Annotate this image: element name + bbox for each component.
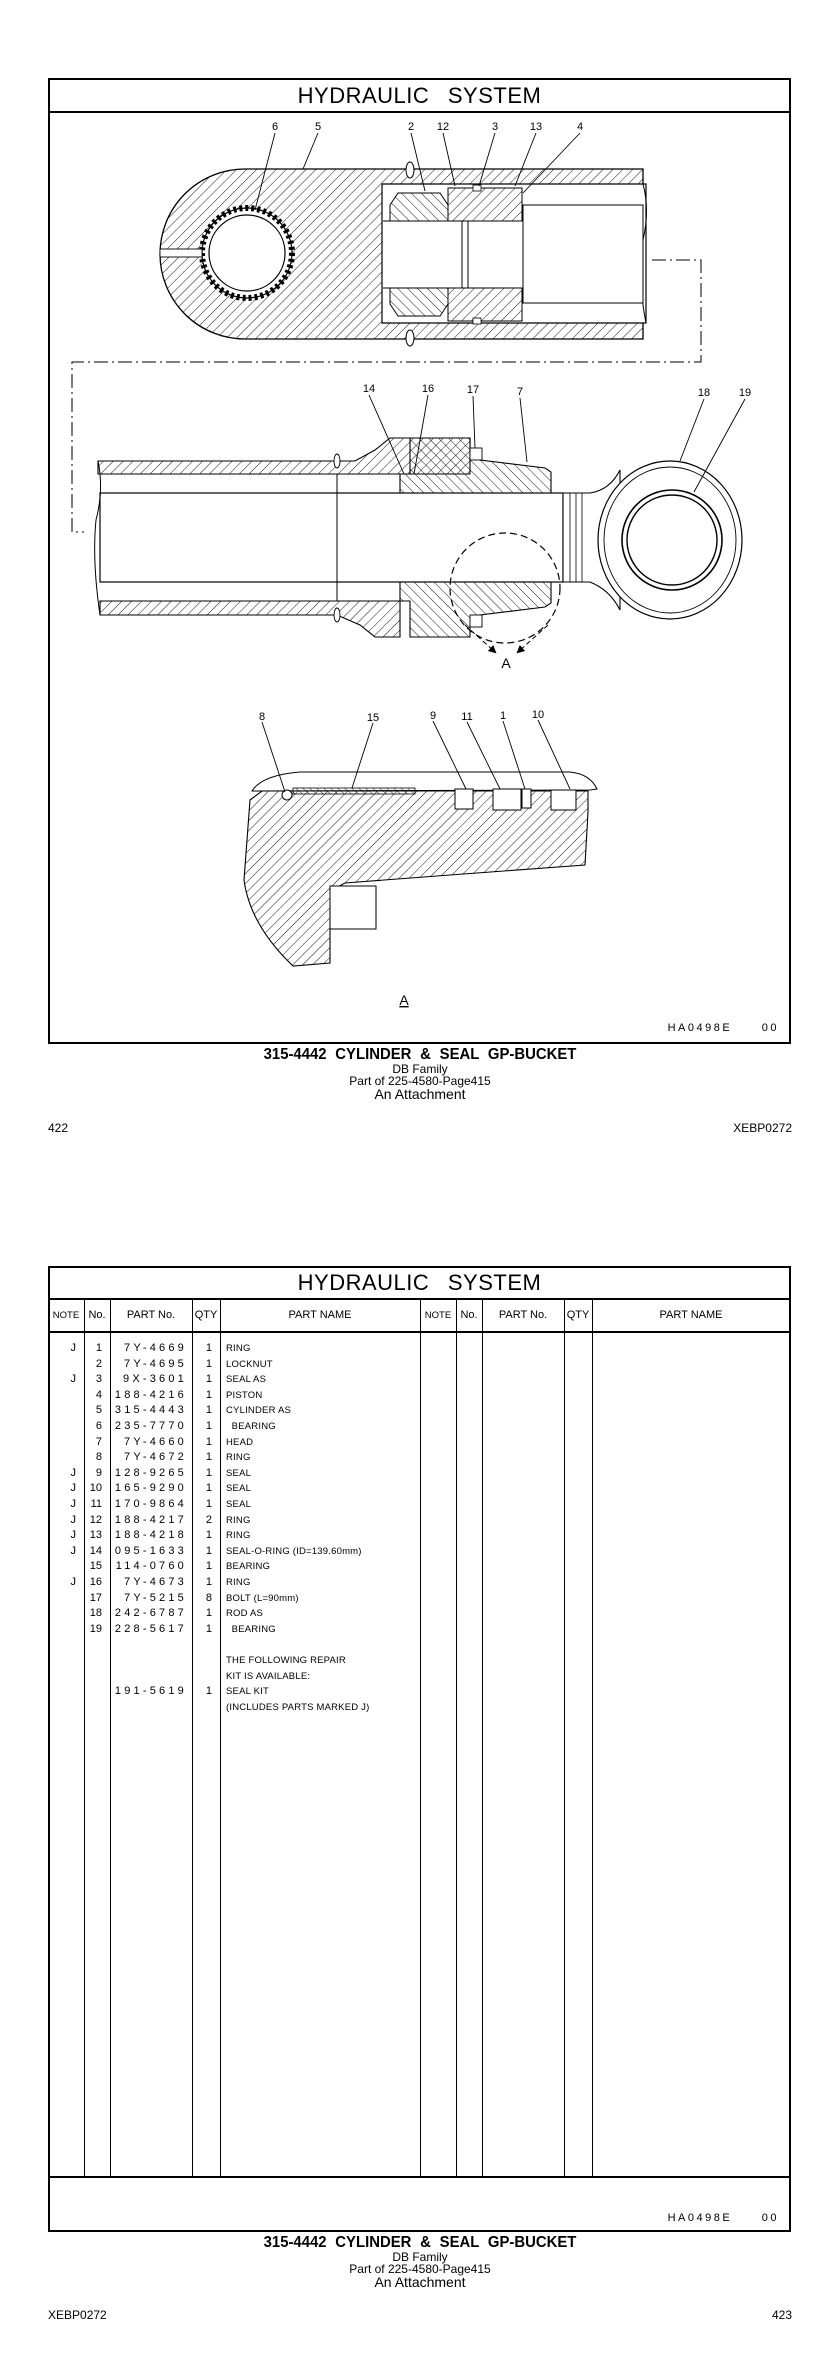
cell-qty: 1: [205, 1435, 212, 1448]
parts-table: [50, 1300, 789, 2177]
tube-lower-wall: [100, 601, 400, 637]
cell-name: [226, 1637, 418, 1653]
cell-qty: 1: [205, 1451, 212, 1464]
seal-part-9: [455, 789, 473, 809]
table-row: [50, 1700, 789, 1716]
page-number-right: 423: [771, 2308, 792, 2322]
cell-name: SEAL-O-RING (ID=139.60mm): [226, 1545, 362, 1557]
cell-qty: 1: [205, 1560, 212, 1573]
cell-part: 188-4216: [114, 1388, 187, 1401]
cell-part: 188-4217: [114, 1513, 187, 1526]
cell-name: PISTON: [226, 1389, 263, 1401]
detail-head-body: [244, 791, 588, 966]
detail-a-section: [244, 772, 597, 966]
cell-part: [110, 1669, 187, 1685]
table-row: [50, 1637, 789, 1653]
cell-name: THE FOLLOWING REPAIR: [226, 1655, 346, 1666]
cell-name: BEARING: [226, 1623, 276, 1635]
table-row: [50, 1528, 789, 1544]
table-row: [50, 1372, 789, 1388]
cell-note: J: [70, 1498, 76, 1510]
page2-caption: [0, 2235, 840, 2289]
cell-qty: [192, 1637, 212, 1653]
cell-note: J: [70, 1529, 76, 1542]
cell-no: 11: [90, 1498, 102, 1510]
parts-figure-id-code: HA0498E: [667, 2212, 733, 2224]
cell-no: [84, 1637, 102, 1653]
callout-17: 17: [466, 384, 480, 396]
cell-no: 14: [89, 1544, 102, 1557]
cell-no: 8: [95, 1451, 102, 1464]
table-row: [50, 1544, 789, 1560]
callout-4: 4: [576, 121, 584, 133]
caption-title: 315-4442 CYLINDER & SEAL GP-BUCKET: [263, 1046, 577, 1063]
cell-note: [48, 1388, 76, 1404]
cell-note: J: [70, 1482, 76, 1495]
cell-no: 5: [95, 1404, 102, 1417]
cell-name: KIT IS AVAILABLE:: [226, 1670, 311, 1682]
cell-note: [48, 1700, 76, 1716]
cell-name: RING: [226, 1514, 251, 1526]
cell-no: 1: [95, 1342, 102, 1354]
ring-part-1: [522, 789, 531, 808]
parts-figure-id: [668, 2212, 779, 2224]
cell-note: [48, 1606, 76, 1622]
callout-3: 3: [491, 121, 499, 133]
cell-note: [48, 1622, 76, 1638]
cell-name: CYLINDER AS: [226, 1405, 292, 1417]
cell-part: 9X-3601: [123, 1373, 187, 1386]
cell-name: LOCKNUT: [226, 1358, 273, 1370]
cell-note: [48, 1637, 76, 1653]
cell-name: RING: [226, 1343, 251, 1354]
cell-qty: 1: [205, 1388, 212, 1401]
cell-qty: [192, 1653, 212, 1669]
cell-part: 7Y-5215: [124, 1591, 187, 1604]
table-row: [50, 1466, 789, 1482]
callout-15: 15: [366, 712, 380, 724]
callout-1: 1: [499, 710, 507, 722]
table-row: [50, 1403, 789, 1419]
cell-note: J: [70, 1373, 76, 1386]
page-number-left: 422: [48, 1121, 69, 1135]
cell-qty: [192, 1700, 212, 1716]
parts-list-frame: [48, 1266, 791, 2232]
table-row: [50, 1575, 789, 1591]
column-header: NOTE: [424, 1310, 452, 1321]
cell-no: 2: [95, 1357, 102, 1370]
cell-part: [110, 1700, 187, 1716]
cell-qty: 1: [205, 1420, 212, 1432]
cell-qty: 2: [205, 1513, 212, 1526]
rod-part-18: [100, 493, 563, 582]
cell-note: [48, 1403, 76, 1419]
cell-part: 7Y-4673: [124, 1576, 187, 1588]
table-row: [50, 1497, 789, 1513]
table-row: [50, 1435, 789, 1451]
callout-10: 10: [531, 709, 545, 721]
table-row: [50, 1513, 789, 1529]
cell-no: [84, 1669, 102, 1685]
cell-qty: 1: [205, 1342, 212, 1354]
cell-part: 7Y-4660: [124, 1435, 187, 1448]
table-row: [50, 1622, 789, 1638]
cell-name: HEAD: [226, 1436, 254, 1448]
table-row: [50, 1341, 789, 1357]
cell-qty: 1: [205, 1404, 212, 1417]
cell-part: 128-9265: [114, 1466, 187, 1479]
cell-name: BEARING: [226, 1561, 271, 1573]
cell-part: 242-6787: [114, 1607, 187, 1620]
bearing-part-15: [293, 788, 415, 794]
column-header: PART NAME: [288, 1309, 352, 1321]
cell-no: 4: [95, 1388, 102, 1401]
column-header: PART NAME: [659, 1309, 723, 1321]
cell-no: 13: [89, 1529, 102, 1542]
cell-no: 9: [95, 1466, 102, 1479]
cell-note: [48, 1669, 76, 1685]
rod-head-section: [95, 438, 742, 652]
table-row: [50, 1591, 789, 1607]
callout-14: 14: [362, 383, 376, 395]
callout-12: 12: [436, 121, 450, 133]
cell-qty: 1: [205, 1482, 212, 1495]
cell-note: J: [70, 1466, 76, 1479]
column-header: No.: [460, 1309, 478, 1321]
caption2-part-of: Part of 225-4580-Page415: [349, 2262, 491, 2276]
cell-part: 315-4443: [114, 1404, 187, 1417]
cell-part: 114-0760: [115, 1560, 187, 1573]
table-row: [50, 1481, 789, 1497]
cell-qty: 1: [205, 1544, 212, 1557]
column-header: QTY: [194, 1309, 218, 1321]
cell-part: 7Y-4669: [124, 1342, 187, 1354]
cell-name: BEARING: [226, 1421, 276, 1432]
cell-part: 7Y-4672: [124, 1451, 187, 1464]
column-header: PART No.: [498, 1309, 548, 1321]
cell-no: 19: [89, 1622, 102, 1635]
cell-qty: 1: [205, 1576, 212, 1588]
column-header: No.: [88, 1309, 106, 1321]
cell-part: 191-5619: [114, 1685, 187, 1698]
cell-qty: 1: [205, 1529, 212, 1542]
callout-16: 16: [421, 383, 435, 395]
cell-qty: 1: [205, 1373, 212, 1386]
table-row: [50, 1653, 789, 1669]
cell-part: [110, 1637, 187, 1653]
parts-page-title-text: HYDRAULIC SYSTEM: [297, 1270, 542, 1295]
callout-8: 8: [258, 711, 266, 723]
callout-11: 11: [461, 711, 473, 723]
detail-title-a: A: [399, 992, 409, 1008]
caption-part-of: Part of 225-4580-Page415: [349, 1074, 491, 1088]
cell-note: J: [70, 1342, 76, 1354]
cell-name: BOLT (L=90mm): [226, 1592, 299, 1604]
caption2-attachment: An Attachment: [374, 2274, 466, 2290]
caption2-title: 315-4442 CYLINDER & SEAL GP-BUCKET: [263, 2234, 577, 2251]
cell-note: [48, 1450, 76, 1466]
ring-part-8: [282, 790, 292, 800]
cell-part: 095-1633: [114, 1544, 187, 1557]
seal-part-11: [493, 789, 521, 810]
cell-qty: 1: [205, 1685, 212, 1698]
cylinder-diagram: [0, 0, 840, 1043]
table-row: [50, 1419, 789, 1435]
cell-note: J: [70, 1544, 76, 1557]
cell-qty: 1: [205, 1466, 212, 1479]
cell-name: RING: [226, 1452, 251, 1464]
cell-part: 165-9290: [114, 1482, 187, 1495]
cell-no: 16: [89, 1576, 102, 1588]
cell-note: J: [70, 1513, 76, 1526]
cell-qty: 8: [205, 1591, 212, 1604]
doc-id-right: XEBP0272: [733, 1121, 792, 1135]
cell-qty: [192, 1669, 212, 1685]
callout-5: 5: [314, 121, 322, 133]
table-row: [50, 1606, 789, 1622]
cell-note: [48, 1591, 76, 1607]
caption-attachment: An Attachment: [374, 1086, 466, 1102]
cell-note: [48, 1684, 76, 1700]
callout-6: 6: [271, 121, 279, 133]
detail-marker-a: A: [501, 655, 511, 671]
figure-id-rev: 00: [761, 1022, 779, 1034]
cell-name: RING: [226, 1530, 251, 1542]
cell-note: [48, 1419, 76, 1435]
cell-qty: 1: [205, 1498, 212, 1510]
cell-part: 7Y-4695: [124, 1357, 187, 1370]
cell-name: (INCLUDES PARTS MARKED J): [226, 1701, 370, 1713]
cell-no: 6: [95, 1420, 102, 1432]
cell-no: 15: [89, 1560, 102, 1573]
table-row: [50, 1450, 789, 1466]
table-row: [50, 1388, 789, 1404]
cell-no: 10: [89, 1482, 102, 1495]
cell-part: 228-5617: [114, 1622, 187, 1635]
cell-no: 12: [89, 1513, 102, 1526]
piston-part-4: [448, 188, 522, 221]
caption-family: DB Family: [392, 1062, 448, 1076]
figure-id-code: HA0498E: [667, 1022, 733, 1034]
cell-no: 18: [89, 1607, 102, 1620]
callout-7: 7: [516, 386, 524, 398]
cell-name: SEAL: [226, 1483, 252, 1495]
caption2-family: DB Family: [392, 2250, 448, 2264]
callout-9: 9: [429, 710, 437, 722]
cell-note: [48, 1435, 76, 1451]
locknut-part-2: [390, 193, 448, 221]
parts-figure-id-rev: 00: [761, 2212, 779, 2224]
cell-no: 17: [89, 1591, 102, 1604]
column-header: PART No.: [126, 1309, 176, 1321]
table-row: [50, 1559, 789, 1575]
callout-19: 19: [738, 387, 752, 399]
cell-qty: 1: [205, 1622, 212, 1635]
cell-part: 170-9864: [114, 1498, 187, 1510]
head-part-7-lower: [400, 582, 551, 637]
cell-no: [84, 1653, 102, 1669]
bearing-part-19: [622, 490, 722, 590]
callout-13: 13: [529, 121, 543, 133]
cell-name: SEAL: [226, 1467, 252, 1479]
column-header: QTY: [566, 1309, 590, 1321]
head-part-7-upper: [400, 438, 551, 493]
cell-name: SEAL: [226, 1499, 252, 1510]
page1-caption: [0, 1047, 840, 1101]
parts-page-title: [50, 1268, 789, 1300]
cell-note: J: [70, 1576, 76, 1588]
cell-name: ROD AS: [226, 1608, 264, 1620]
cell-part: [110, 1653, 187, 1669]
cell-name: RING: [226, 1577, 251, 1588]
cell-no: 3: [95, 1373, 102, 1386]
table-row: [50, 1357, 789, 1373]
cylinder-body-section: [160, 162, 647, 346]
table-row: [50, 1684, 789, 1700]
cell-no: [84, 1684, 102, 1700]
callout-18: 18: [697, 387, 711, 399]
cell-name: SEAL KIT: [226, 1686, 269, 1698]
cell-part: 235-7770: [114, 1420, 187, 1432]
table-row: [50, 1669, 789, 1685]
doc-id-left: XEBP0272: [48, 2308, 107, 2322]
cell-qty: 1: [205, 1357, 212, 1370]
cell-qty: 1: [205, 1607, 212, 1620]
seal-part-10: [551, 790, 576, 810]
cell-part: 188-4218: [114, 1529, 187, 1542]
column-header: NOTE: [52, 1310, 80, 1321]
cell-note: [48, 1357, 76, 1373]
cell-no: [84, 1700, 102, 1716]
cell-no: 7: [95, 1435, 102, 1448]
page-title-text: HYDRAULIC SYSTEM: [297, 83, 542, 108]
callout-2: 2: [407, 121, 415, 133]
cell-note: [48, 1653, 76, 1669]
cell-note: [48, 1559, 76, 1575]
cell-name: SEAL AS: [226, 1374, 267, 1386]
